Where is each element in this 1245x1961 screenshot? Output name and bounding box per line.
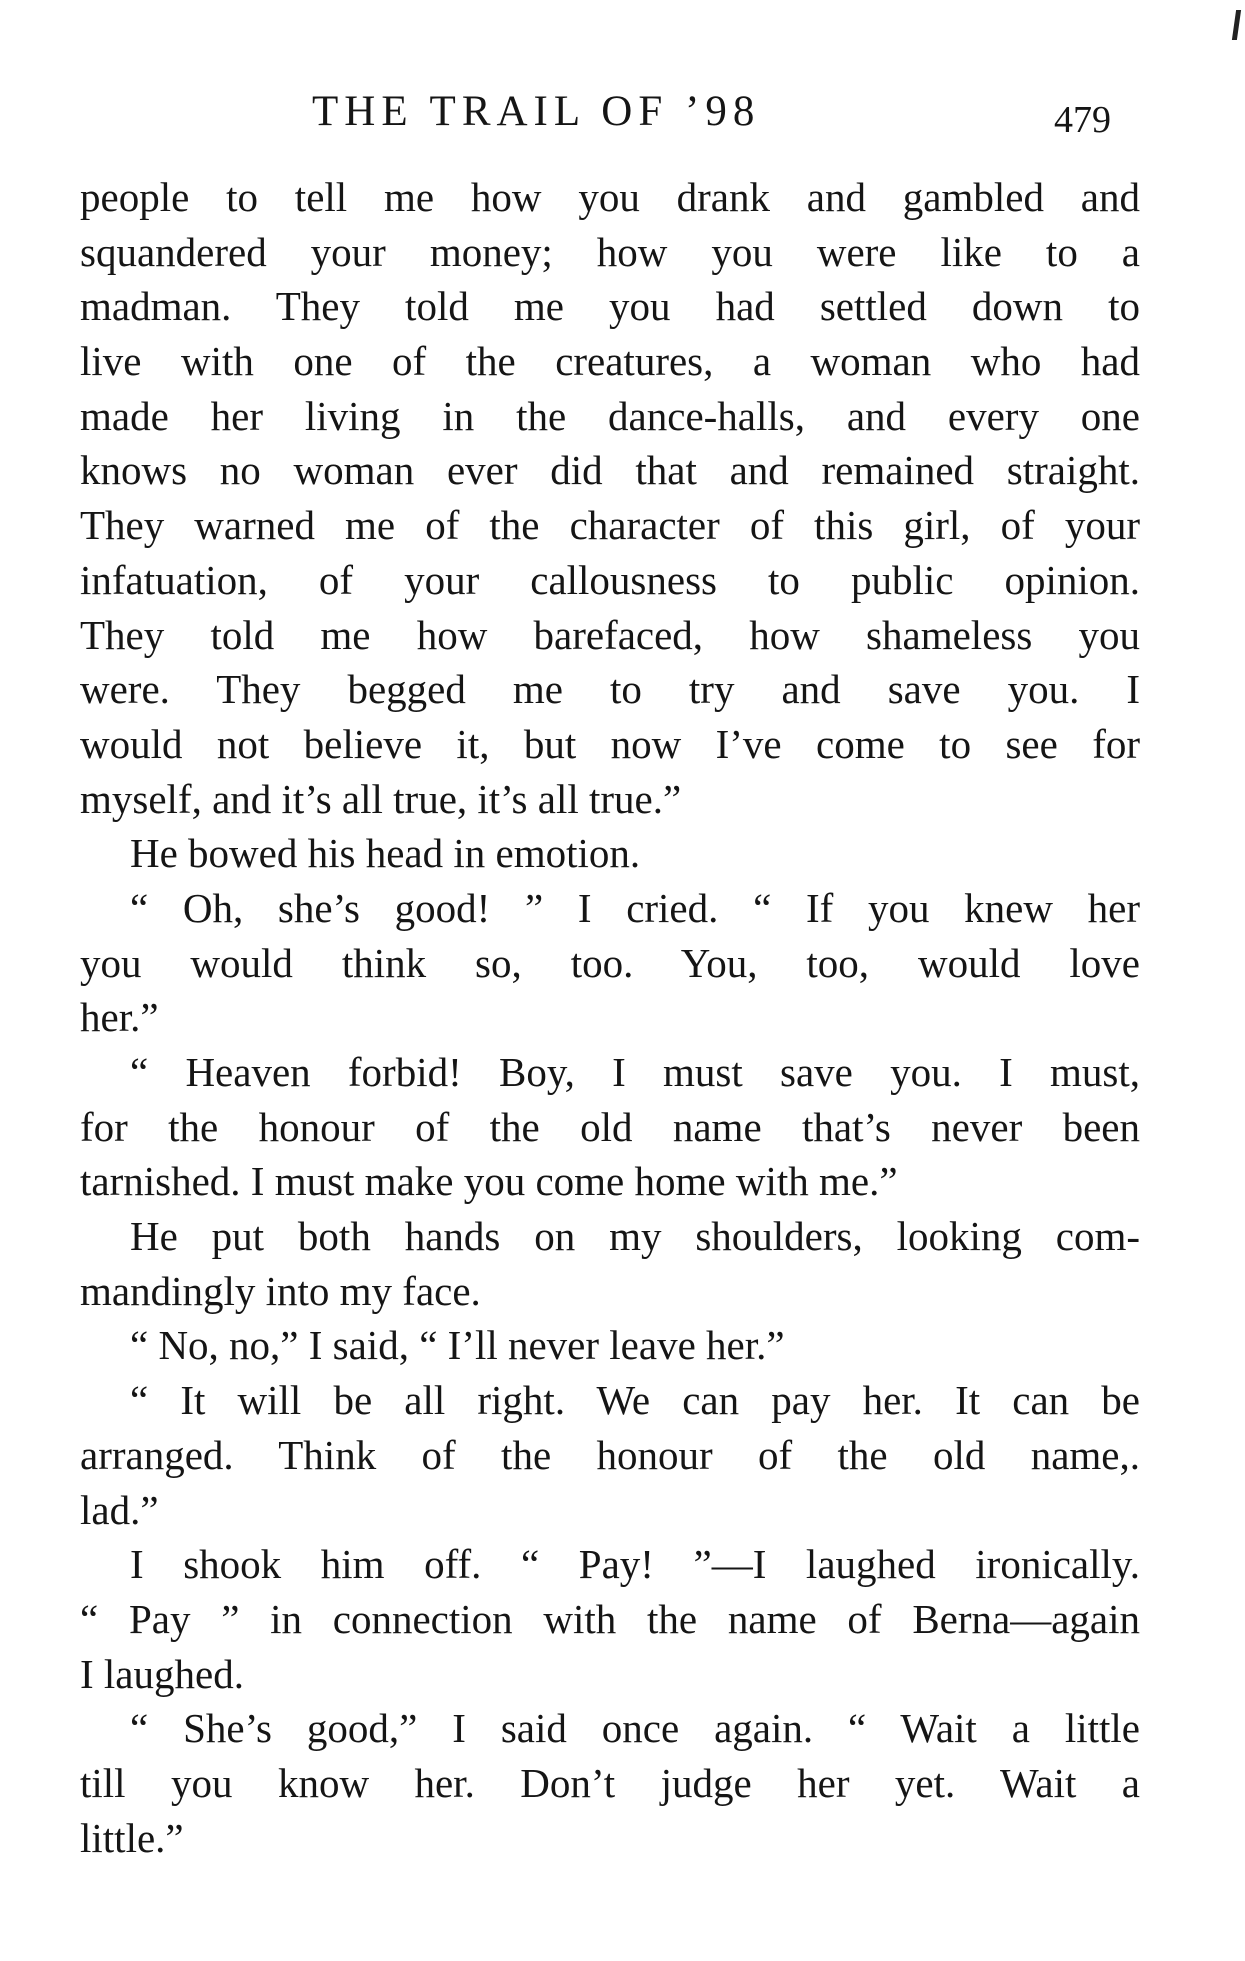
text-line: lad.” [80, 1486, 159, 1533]
text-line: squandered your money; how you were like to a [80, 228, 1140, 275]
text-line: live with one of the creatures, a woman who had [80, 338, 1140, 385]
text-line: “ No, no,” I said, “ I’ll never leave her.” [130, 1322, 785, 1369]
text-line: “ Heaven forbid! Boy, I must save you. I must, [130, 1049, 1140, 1095]
page-edge-mark [1232, 10, 1241, 40]
text-line: would not believe it, but now I’ve come to see for [80, 720, 1140, 767]
text-line: He bowed his head in emotion. [130, 830, 641, 877]
text-line: They warned me of the character of this girl, of your [80, 502, 1140, 549]
text-line: till you know her. Don’t judge her yet. Wait a [80, 1759, 1140, 1806]
text-line: arranged. Think of the honour of the old name,. [80, 1431, 1140, 1478]
text-line: people to tell me how you drank and gambled and [80, 174, 1140, 220]
text-line: myself, and it’s all true, it’s all true.” [80, 775, 682, 822]
text-line: made her living in the dance-halls, and every one [80, 392, 1140, 439]
body-text [80, 170, 1140, 1865]
running-head [0, 82, 1245, 142]
page-number: 479 [1054, 99, 1111, 141]
text-line: were. They begged me to try and save you. I [80, 666, 1140, 713]
text-line: “ It will be all right. We can pay her. It can be [130, 1377, 1140, 1424]
text-line: “ Pay ” in connection with the name of Berna—again [80, 1595, 1140, 1642]
text-line: infatuation, of your callousness to public opinion. [80, 556, 1140, 603]
text-line: “ She’s good,” I said once again. “ Wait a little [130, 1705, 1140, 1752]
text-line: you would think so, too. You, too, would love [80, 939, 1140, 986]
text-line: madman. They told me you had settled down to [80, 283, 1140, 330]
text-line: knows no woman ever did that and remained straight. [80, 447, 1140, 494]
text-line: mandingly into my face. [80, 1267, 481, 1314]
text-line: “ Oh, she’s good! ” I cried. “ If you knew her [130, 884, 1140, 931]
text-line: little.” [80, 1814, 184, 1861]
running-title: THE TRAIL OF ’98 [312, 88, 761, 135]
text-line: They told me how barefaced, how shameless you [80, 611, 1140, 658]
text-line: He put both hands on my shoulders, looking com- [130, 1213, 1140, 1260]
text-line: I laughed. [80, 1650, 244, 1697]
text-line: tarnished. I must make you come home with me.” [80, 1158, 898, 1205]
text-line: for the honour of the old name that’s never been [80, 1103, 1140, 1150]
text-line: I shook him off. “ Pay! ”—I laughed ironically. [130, 1541, 1140, 1588]
text-line: her.” [80, 994, 159, 1041]
